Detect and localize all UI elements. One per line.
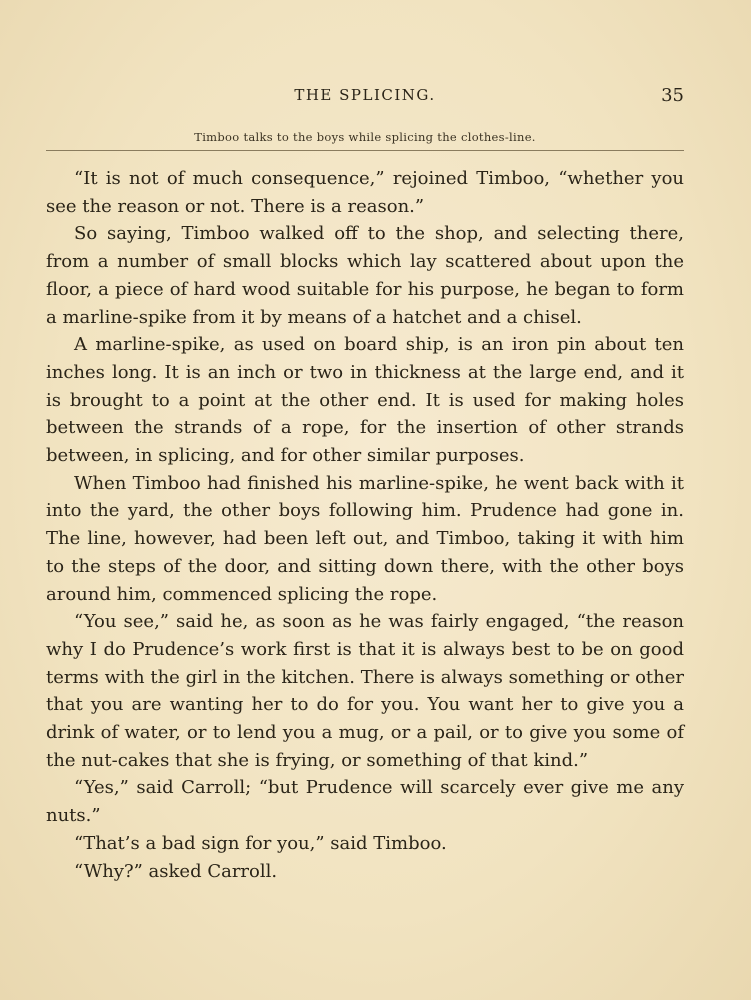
paragraph: “That’s a bad sign for you,” said Timboo.	[74, 832, 447, 854]
running-head	[46, 86, 684, 108]
paragraph: A marline-spike, as used on board ship, is an iron pin about ten inches long. It is an inch or two in thickness at the large end, and it is brought to a point at the other end. It is used for making holes between the strands of a rope, for the insertion of other strands between, in splicing, and for other similar purposes.	[46, 334, 684, 467]
body-text	[46, 165, 684, 885]
paragraph: “It is not of much consequence,” rejoined Timboo, “whether you see the reason or not. There is a reason.”	[46, 168, 684, 217]
running-title: THE SPLICING.	[294, 86, 436, 104]
page-number: 35	[661, 85, 684, 106]
paragraph: “You see,” said he, as soon as he was fairly engaged, “the reason why I do Prudence’s work first is that it is always best to be on good terms with the girl in the kitchen. There is always something or other that you are wanting her to do for you. You want her to give you a drink of water, or to lend you a mug, or a pail, or to give you some of the nut-cakes that she is frying, or something of that kind.”	[46, 611, 684, 771]
illustration-caption: Timboo talks to the boys while splicing the clothes-line.	[194, 130, 536, 144]
paragraph: “Why?” asked Carroll.	[74, 860, 278, 882]
paragraph: So saying, Timboo walked off to the shop, and selecting there, from a number of small blocks which lay scattered about upon the floor, a piece of hard wood suitable for his purpose, he began to form a marline-spike from it by means of a hatchet and a chisel.	[46, 223, 684, 328]
caption-divider	[46, 150, 684, 151]
paragraph: When Timboo had finished his marline-spike, he went back with it into the yard, the other boys following him. Prudence had gone in. The line, however, had been left out, and Timboo, taking it with him to the steps of the door, and sitting down there, with the other boys around him, commenced splicing the rope.	[46, 472, 684, 605]
paragraph: “Yes,” said Carroll; “but Prudence will scarcely ever give me any nuts.”	[46, 777, 684, 827]
